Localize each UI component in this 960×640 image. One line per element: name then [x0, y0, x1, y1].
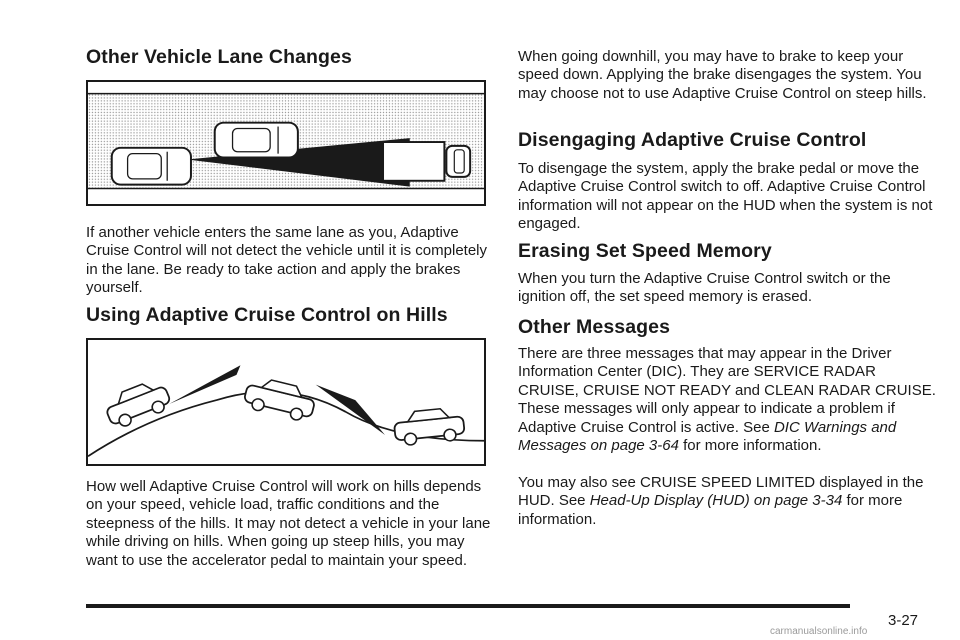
paragraph-cruise-speed-limited: [518, 474, 938, 529]
messages-text-end: for more information.: [678, 437, 822, 455]
speed-text-end: for more information.: [518, 492, 903, 528]
heading-other-messages: Other Messages: [518, 316, 671, 338]
paragraph-messages: [518, 345, 938, 455]
figure-lane-change: [86, 80, 486, 206]
paragraph-disengage: To disengage the system, apply the brake pedal or move the Adaptive Cruise Control switch to off. Adaptive Cruise Control information will not appear on the HUD when the system is not engaged.: [518, 160, 933, 233]
paragraph-erase: When you turn the Adaptive Cruise Control switch or the ignition off, the set speed memory is erased.: [518, 270, 891, 306]
lane-change-illustration: [88, 82, 484, 204]
merging-car: [215, 123, 298, 158]
speed-text: You may also see CRUISE SPEED LIMITED displayed in the HUD. See: [518, 474, 924, 510]
heading-erasing-set-speed: Erasing Set Speed Memory: [518, 240, 772, 262]
page-number: 3-27: [888, 612, 919, 629]
heading-using-acc-on-hills: Using Adaptive Cruise Control on Hills: [86, 304, 448, 326]
paragraph-downhill: When going downhill, you may have to brake to keep your speed down. Applying the brake disengages the system. You may choose not to use Adaptive Cruise Control on steep hills.: [518, 48, 927, 102]
truck-ahead: [383, 142, 470, 181]
footer-rule: [86, 604, 850, 608]
heading-other-vehicle-lane-changes: Other Vehicle Lane Changes: [86, 46, 352, 68]
watermark: carmanualsonline.info: [770, 626, 868, 637]
link-hud[interactable]: Head-Up Display (HUD) on page 3-34: [589, 492, 843, 510]
messages-text: There are three messages that may appear in the Driver Information Center (DIC). They are SERVICE RADAR CRUISE, CRUISE NOT READY and CLEAN RADAR CRUISE. These messages will only appear to indicate a problem if Adaptive Cruise Control is active. See: [518, 345, 936, 436]
hills-illustration: [88, 340, 484, 464]
own-car: [112, 148, 191, 185]
link-dic-warnings[interactable]: DIC Warnings and Messages on page 3-64: [518, 418, 897, 455]
paragraph-lane-change: If another vehicle enters the same lane as you, Adaptive Cruise Control will not detect the vehicle until it is completely in the lane. Be ready to take action and apply the brakes yourself.: [86, 224, 488, 297]
figure-hills: [86, 338, 486, 466]
paragraph-hills: How well Adaptive Cruise Control will work on hills depends on your speed, vehicle load, traffic conditions and the steepness of the hills. It may not detect a vehicle in your lane while driving on hills. When going up steep hills, you may want to use the accelerator pedal to maintain your speed.: [86, 478, 491, 569]
heading-disengaging-acc: Disengaging Adaptive Cruise Control: [518, 129, 867, 151]
